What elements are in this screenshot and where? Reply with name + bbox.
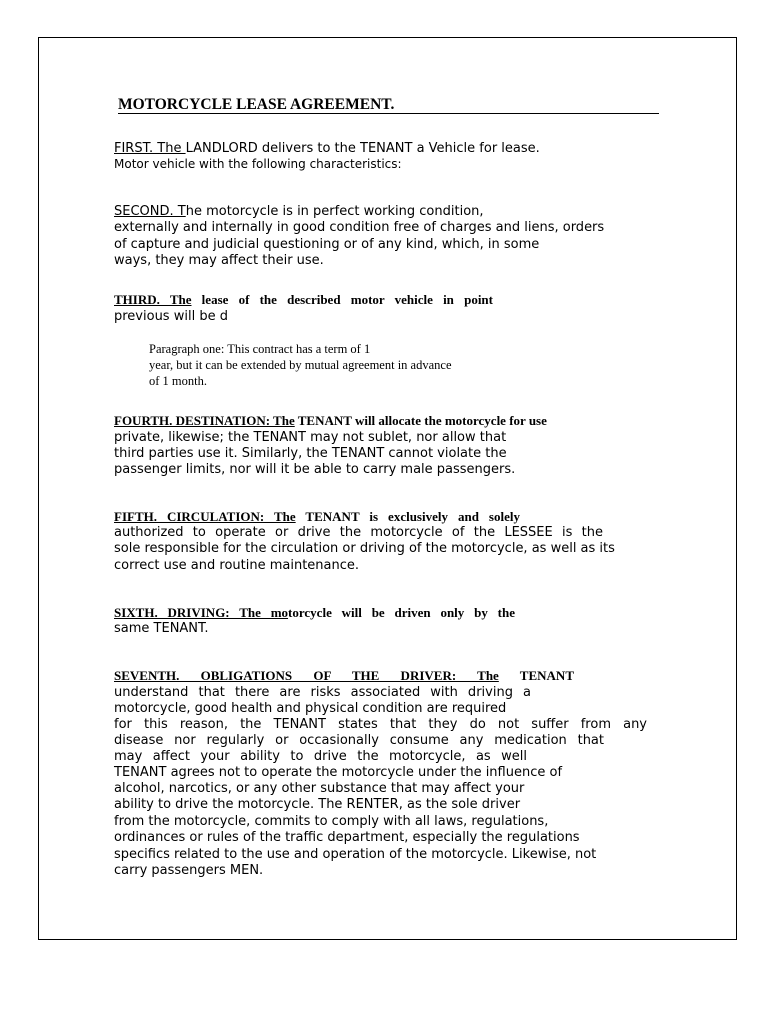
title-underline — [118, 113, 659, 114]
clause-sixth-line1: SIXTH. DRIVING: The motorcycle will be driven only by the — [114, 605, 515, 620]
clause-seventh-line2: understand that there are risks associated with driving a — [114, 685, 531, 700]
clause-first-heading: FIRST. The — [114, 141, 186, 156]
clause-sixth-heading: SIXTH. DRIVING: The mo — [114, 605, 289, 620]
clause-seventh-line6: may affect your ability to drive the motorcycle, as well — [114, 749, 527, 764]
clause-second-heading: SECOND. T — [114, 204, 186, 219]
clause-first-line2: Motor vehicle with the following characteristics: — [114, 157, 402, 171]
clause-second-line2: externally and internally in good condition free of charges and liens, orders — [114, 220, 605, 235]
clause-seventh-line11: ordinances or rules of the traffic department, especially the regulations — [114, 830, 580, 845]
clause-fourth-line2: private, likewise; the TENANT may not sublet, nor allow that — [114, 430, 507, 445]
clause-third-line2: previous will be d — [114, 309, 228, 324]
clause-second-line3: of capture and judicial questioning or of any kind, which, in some — [114, 237, 540, 252]
clause-fourth-line4: passenger limits, nor will it be able to carry male passengers. — [114, 462, 516, 477]
clause-fifth-line4: correct use and routine maintenance. — [114, 558, 360, 573]
clause-fourth-line3: third parties use it. Similarly, the TENANT cannot violate the — [114, 446, 507, 461]
clause-fifth-line3: sole responsible for the circulation or driving of the motorcycle, as well as its — [114, 541, 615, 556]
clause-second-line1: SECOND. The motorcycle is in perfect working condition, — [114, 204, 484, 219]
clause-second-line4: ways, they may affect their use. — [114, 253, 324, 268]
clause-sixth-line2: same TENANT. — [114, 621, 209, 636]
clause-fifth-line2: authorized to operate or drive the motorcycle of the LESSEE is the — [114, 525, 603, 540]
clause-first-line1: FIRST. The LANDLORD delivers to the TENANT a Vehicle for lease. — [114, 141, 540, 156]
paragraph-one-line1: Paragraph one: This contract has a term of 1 — [149, 342, 371, 356]
clause-fifth-heading: FIFTH. CIRCULATION: The — [114, 509, 296, 524]
clause-third-line1: THIRD. The lease of the described motor vehicle in point — [114, 292, 493, 307]
clause-seventh-line10: from the motorcycle, commits to comply with all laws, regulations, — [114, 814, 549, 829]
clause-seventh-line8: alcohol, narcotics, or any other substance that may affect your — [114, 781, 525, 796]
clause-seventh-line12: specifics related to the use and operation of the motorcycle. Likewise, not — [114, 847, 597, 862]
paragraph-one-line3: of 1 month. — [149, 374, 207, 388]
clause-seventh-line5: disease nor regularly or occasionally consume any medication that — [114, 733, 604, 748]
clause-seventh-line9: ability to drive the motorcycle. The RENTER, as the sole driver — [114, 797, 521, 812]
clause-seventh-line7: TENANT agrees not to operate the motorcycle under the influence of — [114, 765, 563, 780]
clause-fourth-heading: FOURTH. DESTINATION: The — [114, 413, 295, 428]
clause-seventh-line13: carry passengers MEN. — [114, 863, 264, 878]
clause-seventh-heading: SEVENTH. OBLIGATIONS OF THE DRIVER: The — [114, 668, 499, 683]
clause-fifth-line1: FIFTH. CIRCULATION: The TENANT is exclusively and solely — [114, 509, 520, 524]
paragraph-one-line2: year, but it can be extended by mutual agreement in advance — [149, 358, 452, 372]
clause-seventh-line3: motorcycle, good health and physical condition are required — [114, 701, 507, 716]
clause-seventh-line4: for this reason, the TENANT states that they do not suffer from any — [114, 717, 647, 732]
clause-third-heading: THIRD. The — [114, 292, 192, 307]
clause-fourth-line1: FOURTH. DESTINATION: The TENANT will allocate the motorcycle for use — [114, 413, 547, 428]
clause-seventh-line1: SEVENTH. OBLIGATIONS OF THE DRIVER: The TENANT — [114, 668, 574, 683]
document-title: MOTORCYCLE LEASE AGREEMENT. — [118, 96, 395, 113]
